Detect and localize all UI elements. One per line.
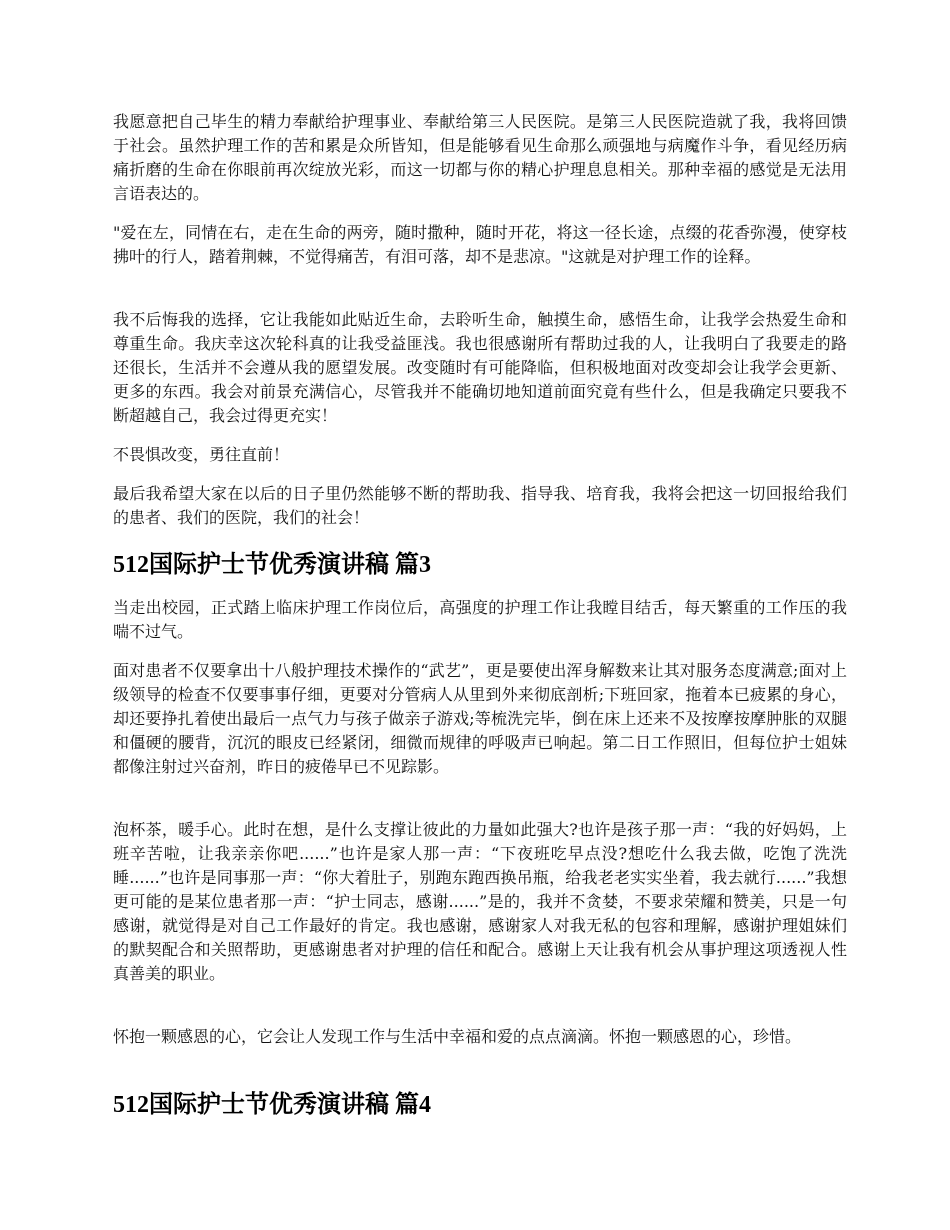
paragraph-closing: 最后我希望大家在以后的日子里仍然能够不断的帮助我、指导我、培育我，我将会把这一切回报给我们的患者、我们的医院，我们的社会！ (113, 484, 847, 527)
document-page (113, 110, 847, 1136)
section-heading-3: 512国际护士节优秀演讲稿 篇3 (113, 552, 431, 578)
paragraph-daily-work: 面对患者不仅要拿出十八般护理技术操作的“武艺”，更是要使出浑身解数来让其对服务态度满意;面对上级领导的检查不仅要事事仔细，更要对分管病人从里到外来彻底剖析;下班回家，拖着本已疲累的身心，却还要挣扎着使出最后一点气力与孩子做亲子游戏;等梳洗完毕，倒在床上还来不及按摩按摩肿胀的双腿和僵硬的腰背，沉沉的眼皮已经紧闭，细微而规律的呼吸声已响起。第二日工作照旧，但每位护士姐妹都像注射过兴奋剂，昨日的疲倦早已不见踪影。 (113, 661, 847, 776)
paragraph-tea-gratitude: 泡杯茶，暖手心。此时在想，是什么支撑让彼此的力量如此强大?也许是孩子那一声：“我的好妈妈，上班辛苦啦，让我亲亲你吧......”也许是家人那一声：“下夜班吃早点没?想吃什么我去做，吃饱了洗洗睡......”也许是同事那一声：“你大着肚子，别跑东跑西换吊瓶，给我老老实实坐着，我去就行......”我想更可能的是某位患者那一声：“护士同志，感谢......”是的，我并不贪婪，不要求荣耀和赞美，只是一句感谢，就觉得是对自己工作最好的肯定。我也感谢，感谢家人对我无私的包容和理解，感谢护理姐妹们的默契配合和关照帮助，更感谢患者对护理的信任和配合。感谢上天让我有机会从事护理这项透视人性真善美的职业。 (113, 820, 847, 983)
paragraph-leaving-campus: 当走出校园，正式踏上临床护理工作岗位后，高强度的护理工作让我瞠目结舌，每天繁重的工作压的我喘不过气。 (113, 598, 847, 641)
paragraph-dedication: 我愿意把自己毕生的精力奉献给护理事业、奉献给第三人民医院。是第三人民医院造就了我，我将回馈于社会。虽然护理工作的苦和累是众所皆知，但是能够看见生命那么顽强地与病魔作斗争，看见经历病痛折磨的生命在你眼前再次绽放光彩，而这一切都与你的精心护理息息相关。那种幸福的感觉是无法用言语表达的。 (113, 112, 847, 203)
section-heading-4: 512国际护士节优秀演讲稿 篇4 (113, 1092, 431, 1118)
paragraph-thankful-heart: 怀抱一颗感恩的心，它会让人发现工作与生活中幸福和爱的点点滴滴。怀抱一颗感恩的心，珍惜。 (113, 1027, 802, 1046)
paragraph-no-regret: 我不后悔我的选择，它让我能如此贴近生命，去聆听生命，触摸生命，感悟生命，让我学会热爱生命和尊重生命。我庆幸这次轮科真的让我受益匪浅。我也很感谢所有帮助过我的人，让我明白了我要走的路还很长，生活并不会遵从我的愿望发展。改变随时有可能降临，但积极地面对改变却会让我学会更新、更多的东西。我会对前景充满信心，尽管我并不能确切地知道前面究竟有些什么，但是我确定只要我不断超越自己，我会过得更充实！ (113, 310, 847, 425)
paragraph-brave: 不畏惧改变，勇往直前！ (113, 445, 290, 464)
paragraph-quote: "爱在左，同情在右，走在生命的两旁，随时撒种，随时开花，将这一径长途，点缀的花香弥漫，使穿枝拂叶的行人，踏着荆棘，不觉得痛苦，有泪可落，却不是悲凉。"这就是对护理工作的诠释。 (113, 223, 847, 266)
